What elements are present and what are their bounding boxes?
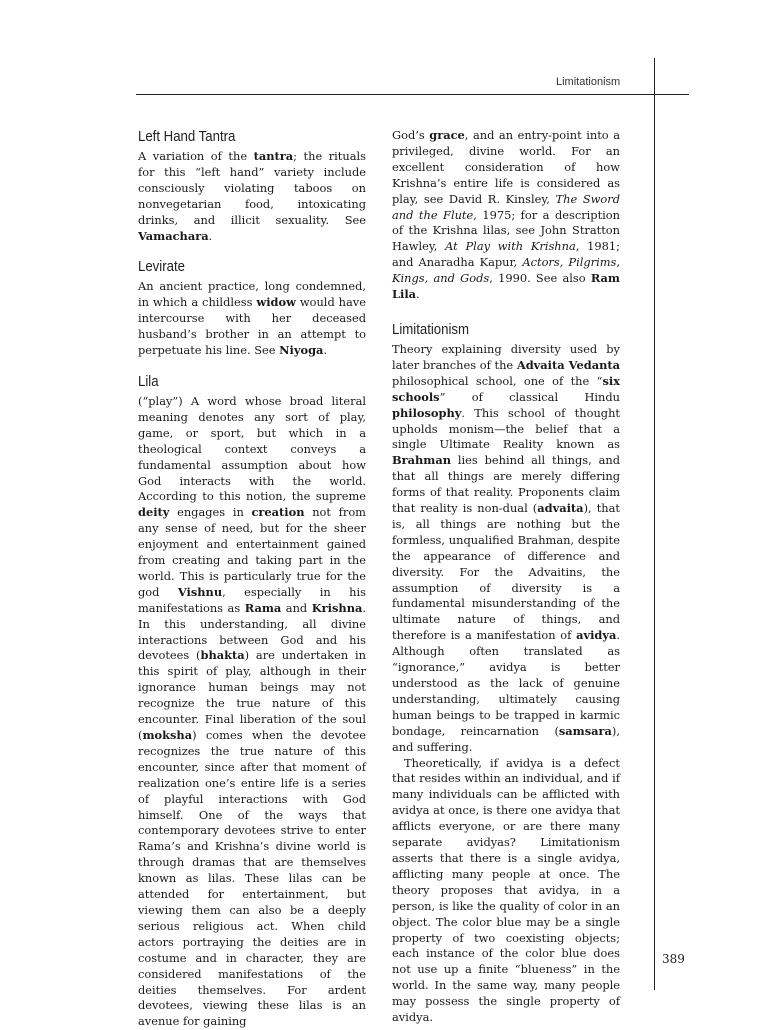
cross-reference: Ram Lila [392,271,620,302]
running-head: Limitationism [556,76,621,88]
entry-title: Left Hand Tantra [138,128,236,145]
entry-left-hand-tantra [138,128,366,244]
entry-levirate [138,258,366,359]
book-title: At Play with Krishna [445,239,576,254]
cross-reference: advaita [537,501,584,516]
cross-reference: philosophy [392,405,462,420]
entry-paragraph: Theoretically, if avidya is a defect that resides within an individual, and if many individuals can be afflicted with avidya at once, is there one avidya that afflicts everyone, or are there many separate avidyas? Limitationism asserts that there is a single avidya, afflicting many people at once. The theory proposes that avidya, in a person, is like the quality of color in an object. The color blue may be a single property of two coexisting objects; each instance of the color blue does not use up a finite “blueness” in the world. In the same way, many people may possess the single property of avidya. [392,755,620,1025]
book-title: Actors, Pilgrims, Kings, and Gods [392,255,621,286]
cross-reference: grace [429,128,465,142]
cross-reference: moksha [142,728,193,742]
book-title: The Sword and the Flute [392,191,620,222]
left-column [138,128,366,1030]
cross-reference: avidya [576,628,617,643]
entry-body: An ancient practice, long condemned, in which a childless widow would have intercourse with her deceased husband’s brother in an attempt to perpetuate his line. See Niyoga. [138,279,366,358]
margin-rule [654,58,655,990]
cross-reference: Vishnu [177,584,223,599]
entry-title: Levirate [138,258,185,276]
cross-reference: Rama [244,600,282,615]
entry-title: Limitationism [392,320,470,338]
entry-body: A variation of the tantra; the rituals for this “left hand” variety include consciously violating taboos on nonvegetarian food, intoxicating drinks, and illicit sexuality. See Vamachara. [138,149,366,243]
cross-reference: Brahman [392,453,452,468]
cross-reference: bhakta [200,648,245,663]
page-number: 389 [662,952,685,966]
entry-limitationism [392,321,620,1026]
cross-reference: Vamachara [138,228,209,243]
cross-reference: Niyoga [279,343,324,358]
right-column [392,128,620,1026]
cross-reference: tantra [253,149,294,163]
cross-reference: Krishna [311,600,363,615]
cross-reference: samsara [558,723,612,738]
cross-reference: creation [251,505,305,520]
entry-body: (“play”) A word whose broad literal meaning denotes any sort of play, game, or sport, but which in a theological context conveys a fundamental assumption about how God interacts with the world. According to this notion, the supreme deity engages in creation not from any sense of need, but for the sheer enjoyment and entertainment gained from creating and taking part in the world. This is particularly true for the god Vishnu, especially in his manifestations as Rama and Krishna. In this understanding, all divine interactions between God and his devotees (bhakta) are undertaken in this spirit of play, although in their ignorance human beings may not recognize the true nature of this encounter. Final liberation of the soul (moksha) comes when the devotee recognizes the true nature of this encounter, since after that moment of realization one’s entire life is a series of playful interactions with God himself. One of the ways that contemporary devotees strive to enter Rama’s and Krishna’s divine world is through dramas that are themselves known as lilas. These lilas can be attended for entertainment, but viewing them can also be a deeply serious religious act. When child actors portraying the deities are in costume and in character, they are considered manifestations of the deities themselves. For ardent devotees, viewing these lilas is an avenue for gaining [138,393,367,1029]
entry-lila-continued [392,128,620,303]
cross-reference: widow [256,295,296,310]
header-rule [136,94,689,95]
cross-reference: Advaita Vedanta [516,357,620,372]
entry-lila [138,373,366,1030]
entry-body: Theory explaining diversity used by later branches of the Advaita Vedanta philosophical school, one of the “six schools” of classical Hindu philosophy. This school of thought upholds monism—the belief that a single Ultimate Reality known as Brahman lies behind all things, and that all things are merely differing forms of that reality. Proponents claim that reality is non-dual (advaita), that is, all things are nothing but the formless, unqualified Brahman, despite the appearance of difference and diversity. For the Advaitins, the assumption of diversity is a fundamental misunderstanding of the ultimate nature of things, and therefore is a manifestation of avidya. Although often translated as “ignorance,” avidya is better understood as the lack of genuine understanding, ultimately causing human beings to be trapped in karmic bondage, reincarnation (samsara), and suffering. [392,341,621,754]
entry-title: Lila [138,372,159,390]
cross-reference: deity [138,505,170,520]
entry-body: God’s grace, and an entry-point into a privileged, divine world. For an excellent consideration of how Krishna’s entire life is considered as play, see David R. Kinsley, The Sword and the Flute, 1975; for a description of the Krishna lilas, see John Stratton Hawley, At Play with Krishna, 1981; and Anaradha Kapur, Actors, Pilgrims, Kings, and Gods, 1990. See also Ram Lila. [392,128,621,302]
cross-reference: six schools [392,373,620,404]
